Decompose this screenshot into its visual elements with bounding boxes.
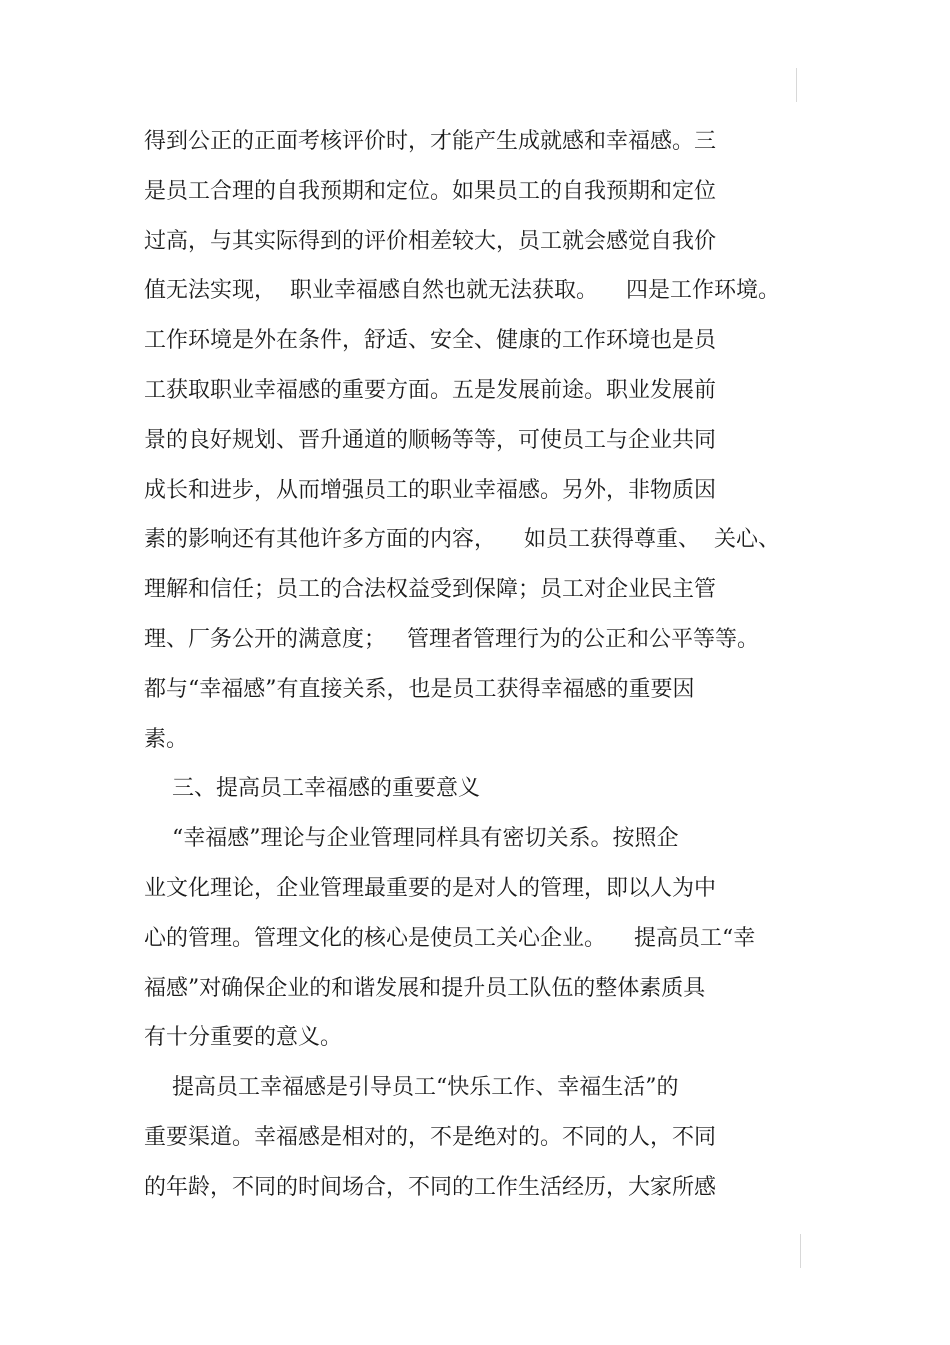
text-line: 都与“幸福感”有直接关系，也是员工获得幸福感的重要因 [144, 677, 695, 702]
text-line: 提高员工幸福感是引导员工“快乐工作、幸福生活”的 [144, 1075, 679, 1100]
text-line: 过高，与其实际得到的评价相差较大，员工就会感觉自我价 [144, 229, 717, 254]
text-line: 得到公正的正面考核评价时，才能产生成就感和幸福感。三 [144, 129, 717, 154]
page-corner-mark-top [796, 68, 797, 102]
text-line: 的年龄，不同的时间场合，不同的工作生活经历，大家所感 [144, 1175, 717, 1200]
text-line: 成长和进步，从而增强员工的职业幸福感。另外，非物质因 [144, 478, 717, 503]
text-line: “幸福感”理论与企业管理同样具有密切关系。按照企 [144, 826, 679, 851]
text-line: 重要渠道。幸福感是相对的，不是绝对的。不同的人，不同 [144, 1125, 717, 1150]
text-line: 工作环境是外在条件，舒适、安全、健康的工作环境也是员 [144, 328, 717, 353]
text-line: 理解和信任；员工的合法权益受到保障；员工对企业民主管 [144, 577, 717, 602]
text-line: 值无法实现， 职业幸福感自然也就无法获取。 四是工作环境。 [144, 278, 780, 303]
text-line: 是员工合理的自我预期和定位。如果员工的自我预期和定位 [144, 179, 717, 204]
section-heading: 三、提高员工幸福感的重要意义 [144, 776, 480, 801]
page-corner-mark-bottom [800, 1234, 801, 1268]
text-line: 福感”对确保企业的和谐发展和提升员工队伍的整体素质具 [144, 976, 706, 1001]
text-line: 景的良好规划、晋升通道的顺畅等等，可使员工与企业共同 [144, 428, 717, 453]
text-line: 工获取职业幸福感的重要方面。五是发展前途。职业发展前 [144, 378, 717, 403]
text-line: 素的影响还有其他许多方面的内容， 如员工获得尊重、 关心、 [144, 527, 780, 552]
text-line: 业文化理论，企业管理最重要的是对人的管理，即以人为中 [144, 876, 717, 901]
text-line: 有十分重要的意义。 [144, 1025, 343, 1050]
text-line: 心的管理。管理文化的核心是使员工关心企业。 提高员工“幸 [144, 926, 756, 951]
text-line: 素。 [144, 727, 189, 752]
text-line: 理、厂务公开的满意度； 管理者管理行为的公正和公平等等。 [144, 627, 759, 652]
